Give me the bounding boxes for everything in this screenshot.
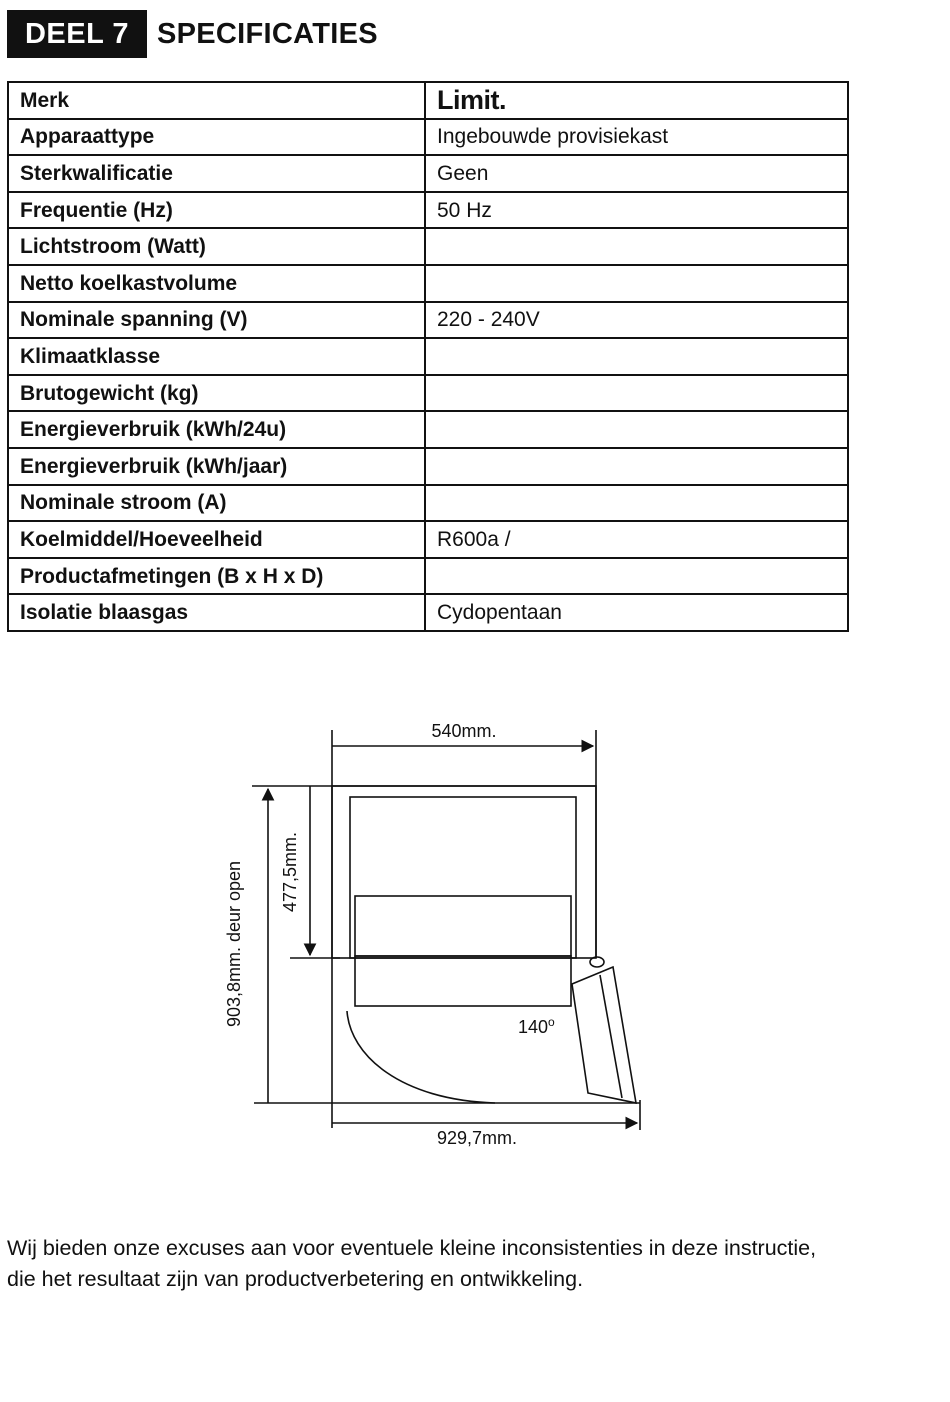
spec-label: Productafmetingen (B x H x D) bbox=[8, 558, 425, 595]
table-row bbox=[8, 192, 848, 229]
spec-value: 50 Hz bbox=[425, 192, 848, 229]
spec-label: Klimaatklasse bbox=[8, 338, 425, 375]
spec-value bbox=[425, 375, 848, 412]
table-row bbox=[8, 228, 848, 265]
open-door bbox=[572, 967, 636, 1103]
spec-label: Frequentie (Hz) bbox=[8, 192, 425, 229]
spec-label: Lichtstroom (Watt) bbox=[8, 228, 425, 265]
spec-value bbox=[425, 411, 848, 448]
spec-value: Ingebouwde provisiekast bbox=[425, 119, 848, 156]
dimension-diagram bbox=[0, 690, 950, 1170]
table-row bbox=[8, 558, 848, 595]
open-depth-label: 903,8mm. deur open bbox=[224, 860, 244, 1028]
total-width-label: 929,7mm. bbox=[436, 1128, 518, 1148]
drawer-lower bbox=[355, 956, 571, 1006]
spec-label: Sterkwalificatie bbox=[8, 155, 425, 192]
spec-value-brand bbox=[425, 82, 848, 119]
drawer-upper bbox=[355, 896, 571, 956]
table-row bbox=[8, 411, 848, 448]
table-row bbox=[8, 119, 848, 156]
spec-label: Apparaattype bbox=[8, 119, 425, 156]
spec-label: Koelmiddel/Hoeveelheid bbox=[8, 521, 425, 558]
table-row bbox=[8, 302, 848, 339]
spec-label: Merk bbox=[8, 82, 425, 119]
table-row bbox=[8, 594, 848, 631]
table-row bbox=[8, 265, 848, 302]
angle-value: 140 bbox=[518, 1017, 549, 1037]
table-row bbox=[8, 448, 848, 485]
spec-value bbox=[425, 448, 848, 485]
spec-label: Nominale spanning (V) bbox=[8, 302, 425, 339]
disclaimer-text bbox=[7, 1233, 947, 1295]
cabinet-outline bbox=[332, 786, 596, 958]
hinge-icon bbox=[590, 957, 604, 967]
spec-value bbox=[425, 558, 848, 595]
door-inner-edge bbox=[600, 975, 622, 1098]
cabinet-inner bbox=[350, 797, 576, 958]
table-row bbox=[8, 82, 848, 119]
angle-label bbox=[518, 1015, 555, 1037]
spec-value bbox=[425, 338, 848, 375]
section-title: SPECIFICATIES bbox=[157, 17, 378, 50]
table-row bbox=[8, 375, 848, 412]
section-badge: DEEL 7 bbox=[7, 10, 147, 58]
specifications-table bbox=[7, 81, 849, 632]
spec-value: Cydopentaan bbox=[425, 594, 848, 631]
door-swing-arc bbox=[347, 1011, 495, 1103]
spec-value: R600a / bbox=[425, 521, 848, 558]
table-row bbox=[8, 485, 848, 522]
spec-label: Netto koelkastvolume bbox=[8, 265, 425, 302]
spec-label: Energieverbruik (kWh/24u) bbox=[8, 411, 425, 448]
spec-label: Nominale stroom (A) bbox=[8, 485, 425, 522]
spec-value bbox=[425, 265, 848, 302]
brand-logo: Limit. bbox=[437, 84, 506, 115]
table-row bbox=[8, 521, 848, 558]
section-header bbox=[7, 10, 378, 58]
width-label: 540mm. bbox=[431, 721, 497, 741]
spec-label: Isolatie blaasgas bbox=[8, 594, 425, 631]
spec-label: Brutogewicht (kg) bbox=[8, 375, 425, 412]
spec-value bbox=[425, 485, 848, 522]
spec-label: Energieverbruik (kWh/jaar) bbox=[8, 448, 425, 485]
degree-symbol: o bbox=[548, 1015, 555, 1029]
table-row bbox=[8, 338, 848, 375]
disclaimer-line-2: die het resultaat zijn van productverbetering en ontwikkeling. bbox=[7, 1267, 584, 1291]
spec-value: 220 - 240V bbox=[425, 302, 848, 339]
table-row bbox=[8, 155, 848, 192]
spec-value bbox=[425, 228, 848, 265]
depth-label: 477,5mm. bbox=[280, 831, 300, 913]
disclaimer-line-1: Wij bieden onze excuses aan voor eventuele kleine inconsistenties in deze instructie, bbox=[7, 1236, 817, 1260]
spec-value: Geen bbox=[425, 155, 848, 192]
